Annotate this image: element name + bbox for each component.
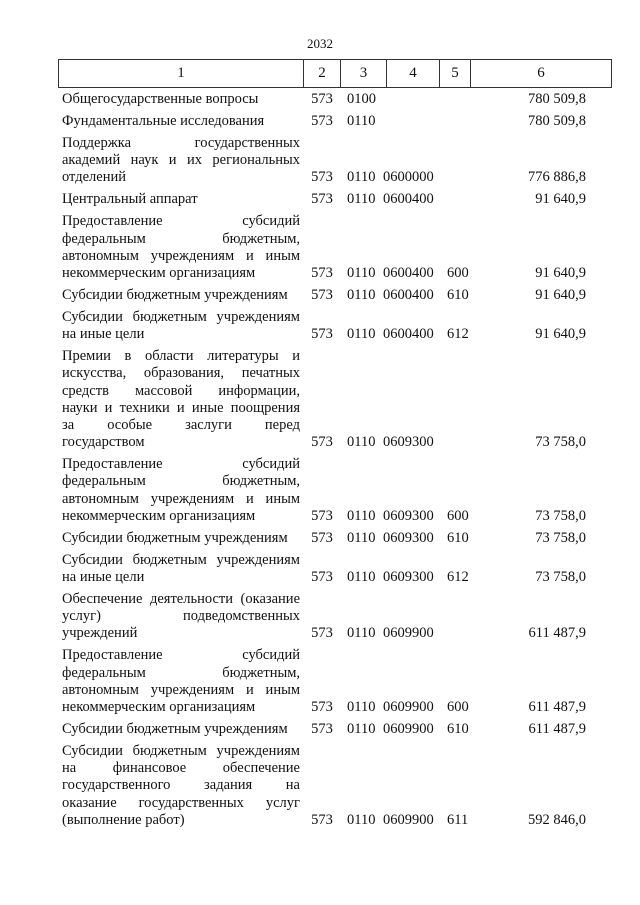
section-code: 0110 [347, 326, 376, 343]
section-code: 0110 [347, 811, 376, 828]
amount: 73 758,0 [535, 434, 586, 451]
expense-type-code: 610 [447, 721, 469, 738]
expense-type-code: 610 [447, 287, 469, 304]
table-row [0, 135, 640, 187]
description-line: Предоставление субсидий [62, 647, 300, 664]
ministry-code: 573 [311, 811, 333, 828]
row-description [62, 456, 300, 525]
expense-type-code: 600 [447, 507, 469, 524]
row-description [62, 113, 300, 130]
amount: 611 487,9 [528, 625, 586, 642]
section-code: 0110 [347, 169, 376, 186]
row-description [62, 309, 300, 343]
description-line: искусства, образования, печатных [62, 365, 300, 382]
description-line: некоммерческим организациям [62, 265, 256, 282]
section-code: 0110 [347, 265, 376, 282]
table-row [0, 191, 640, 208]
description-line: услуг) подведомственных [62, 608, 300, 625]
ministry-code: 573 [311, 287, 333, 304]
description-line: Субсидии бюджетным учреждениям [62, 309, 300, 326]
page-number: 2032 [307, 36, 333, 51]
amount: 611 487,9 [528, 699, 586, 716]
target-article-code: 0600400 [383, 191, 434, 208]
description-line: Предоставление субсидий [62, 456, 300, 473]
row-description [62, 191, 300, 208]
ministry-code: 573 [311, 91, 333, 107]
section-code: 0110 [347, 113, 376, 129]
expense-type-code: 611 [447, 811, 469, 828]
row-description [62, 647, 300, 716]
description-line: Поддержка государственных [62, 135, 300, 151]
row-description [62, 348, 300, 451]
description-line: (выполнение работ) [62, 811, 185, 828]
section-code: 0110 [347, 699, 376, 716]
expense-type-code: 610 [447, 529, 469, 546]
description-line: федеральным бюджетным, [62, 473, 300, 490]
row-description [62, 287, 300, 304]
description-line: Субсидии бюджетным учреждениям [62, 743, 300, 760]
section-code: 0100 [347, 91, 376, 107]
description-line: науки и техники и иные поощрения [62, 399, 300, 416]
description-line: средств массовой информации, [62, 382, 300, 399]
description-line: за особые заслуги перед [62, 417, 300, 434]
description-line: отделений [62, 169, 126, 186]
target-article-code: 0600400 [383, 265, 434, 282]
target-article-code: 0609900 [383, 811, 434, 828]
description-line: Фундаментальные исследования [62, 113, 265, 129]
table-row [0, 721, 640, 738]
target-article-code: 0609300 [383, 507, 434, 524]
target-article-code: 0609300 [383, 434, 434, 451]
expense-type-code: 600 [447, 265, 469, 282]
target-article-code: 0609900 [383, 625, 434, 642]
expense-type-code: 612 [447, 569, 469, 586]
row-description [62, 213, 300, 282]
section-code: 0110 [347, 507, 376, 524]
ministry-code: 573 [311, 529, 333, 546]
section-code: 0110 [347, 721, 376, 738]
table-header [58, 59, 612, 88]
table-row [0, 456, 640, 525]
description-line: оказание государственных услуг [62, 794, 300, 811]
description-line: государственного задания на [62, 777, 300, 794]
ministry-code: 573 [311, 721, 333, 738]
header-col-6: 6 [537, 65, 545, 81]
ministry-code: 573 [311, 326, 333, 343]
amount: 91 640,9 [535, 191, 586, 208]
table-row [0, 530, 640, 547]
description-line: федеральным бюджетным, [62, 664, 300, 681]
header-col-5: 5 [440, 60, 471, 87]
description-line: Субсидии бюджетным учреждениям [62, 287, 288, 304]
row-description [62, 552, 300, 586]
row-description [62, 721, 300, 738]
description-line: Предоставление субсидий [62, 213, 300, 230]
description-line: автономным учреждениям и иным [62, 681, 300, 698]
section-code: 0110 [347, 569, 376, 586]
expense-type-code: 600 [447, 699, 469, 716]
description-line: на финансовое обеспечение [62, 760, 300, 777]
header-col-2: 2 [304, 60, 341, 87]
description-line: учреждений [62, 625, 138, 642]
description-line: Субсидии бюджетным учреждениям [62, 551, 300, 568]
expense-type-code: 612 [447, 326, 469, 343]
target-article-code: 0600400 [383, 287, 434, 304]
table-body [0, 91, 640, 834]
description-line: Субсидии бюджетным учреждениям [62, 721, 288, 738]
ministry-code: 573 [311, 625, 333, 642]
amount: 780 509,8 [528, 91, 586, 107]
section-code: 0110 [347, 191, 376, 208]
target-article-code: 0600400 [383, 326, 434, 343]
description-line: Субсидии бюджетным учреждениям [62, 529, 288, 546]
ministry-code: 573 [311, 569, 333, 586]
row-description [62, 530, 300, 547]
table-row [0, 552, 640, 586]
target-article-code: 0609300 [383, 569, 434, 586]
description-line: некоммерческим организациям [62, 507, 256, 524]
ministry-code: 573 [311, 434, 333, 451]
amount: 91 640,9 [535, 287, 586, 304]
table-row [0, 591, 640, 643]
amount: 73 758,0 [535, 569, 586, 586]
table-row [0, 91, 640, 108]
amount: 91 640,9 [535, 326, 586, 343]
table-row [0, 213, 640, 282]
table-row [0, 647, 640, 716]
description-line: академий наук и их региональных [62, 152, 300, 169]
amount: 776 886,8 [528, 169, 586, 186]
ministry-code: 573 [311, 113, 333, 129]
description-line: федеральным бюджетным, [62, 230, 300, 247]
description-line: Обеспечение деятельности (оказание [62, 591, 300, 608]
section-code: 0110 [347, 287, 376, 304]
header-col-3: 3 [341, 60, 387, 87]
description-line: государством [62, 434, 145, 451]
section-code: 0110 [347, 434, 376, 451]
description-line: Премии в области литературы и [62, 348, 300, 365]
amount: 780 509,8 [528, 113, 586, 129]
ministry-code: 573 [311, 191, 333, 208]
target-article-code: 0609900 [383, 721, 434, 738]
row-description [62, 135, 300, 187]
section-code: 0110 [347, 625, 376, 642]
description-line: некоммерческим организациям [62, 699, 256, 716]
amount: 611 487,9 [528, 721, 586, 738]
ministry-code: 573 [311, 699, 333, 716]
target-article-code: 0609900 [383, 699, 434, 716]
row-description [62, 743, 300, 829]
table-row [0, 309, 640, 343]
header-col-1: 1 [59, 60, 304, 87]
table-row [0, 113, 640, 130]
section-code: 0110 [347, 529, 376, 546]
description-line: автономным учреждениям и иным [62, 490, 300, 507]
description-line: автономным учреждениям и иным [62, 247, 300, 264]
description-line: на иные цели [62, 326, 145, 343]
amount: 73 758,0 [535, 507, 586, 524]
amount: 592 846,0 [528, 811, 586, 828]
row-description [62, 91, 300, 108]
ministry-code: 573 [311, 507, 333, 524]
row-description [62, 591, 300, 643]
table-row [0, 348, 640, 451]
ministry-code: 573 [311, 169, 333, 186]
table-row [0, 287, 640, 304]
description-line: Центральный аппарат [62, 191, 198, 208]
header-col-4: 4 [387, 60, 440, 87]
table-row [0, 743, 640, 829]
target-article-code: 0600000 [383, 169, 434, 186]
description-line: Общегосударственные вопросы [62, 91, 259, 107]
amount: 91 640,9 [535, 265, 586, 282]
description-line: на иные цели [62, 569, 145, 586]
amount: 73 758,0 [535, 529, 586, 546]
target-article-code: 0609300 [383, 529, 434, 546]
ministry-code: 573 [311, 265, 333, 282]
